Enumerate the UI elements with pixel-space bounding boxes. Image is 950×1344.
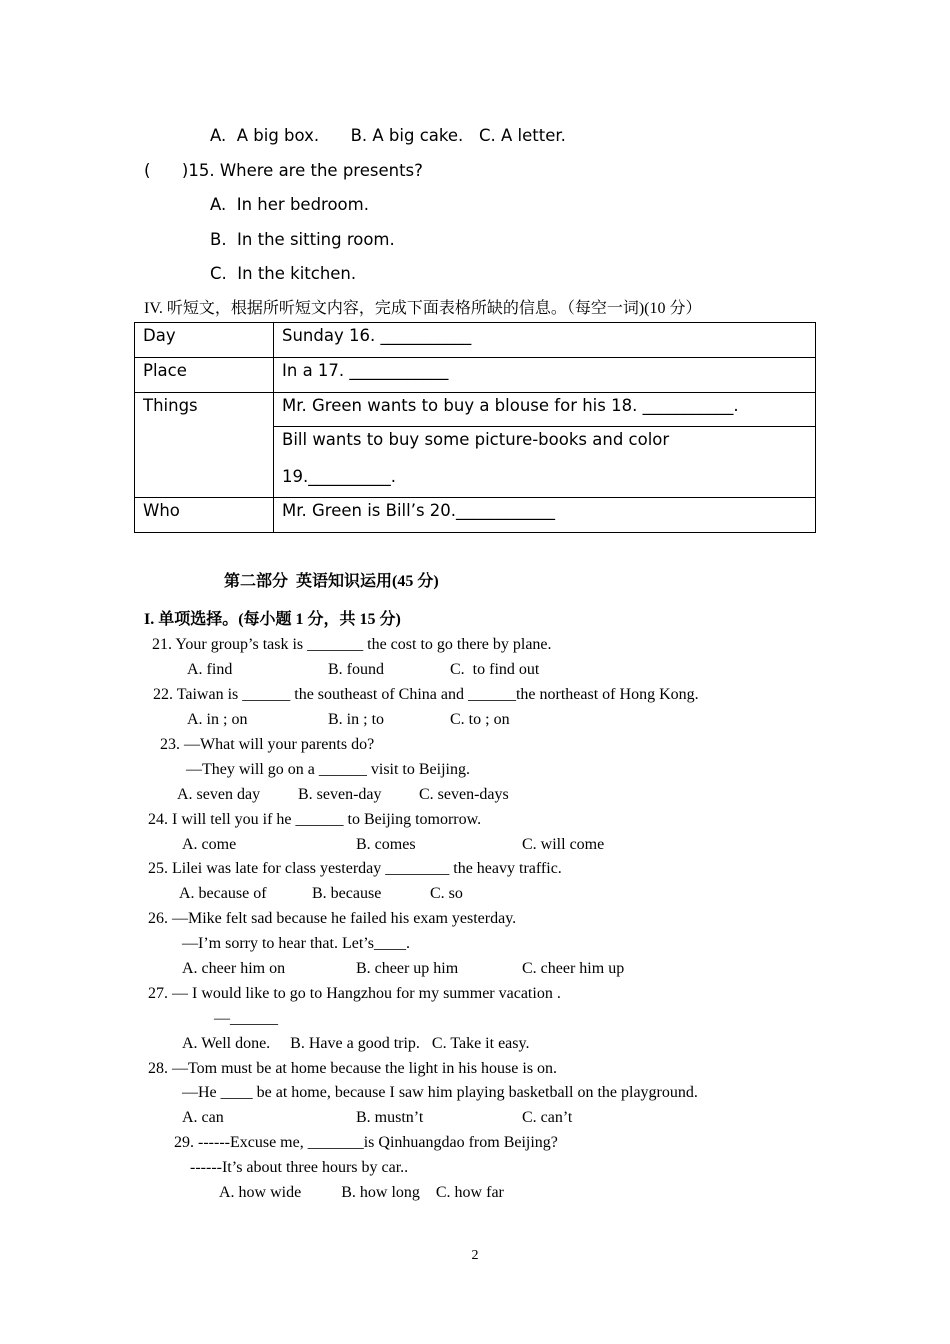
q25-option-b: B. because <box>312 885 382 902</box>
q24-option-a: A. come <box>182 836 237 853</box>
table-row <box>135 498 816 533</box>
q25-option-a: A. because of <box>179 885 267 902</box>
table-cell-value: Mr. Green wants to buy a blouse for his 18. ___________. <box>274 393 816 427</box>
section1-heading: I. 单项选择。(每小题 1 分，共 15 分) <box>144 611 401 628</box>
q27-stem: 27. — I would like to go to Hangzhou for my summer vacation . <box>148 985 561 1002</box>
q25-option-c: C. so <box>430 885 463 902</box>
q24-option-b: B. comes <box>356 836 416 853</box>
q27-reply: —______ <box>214 1010 278 1027</box>
q22-option-b: B. in ; to <box>328 711 385 728</box>
q23-reply: —They will go on a ______ visit to Beijing. <box>186 761 470 778</box>
q24-stem: 24. I will tell you if he ______ to Beijing tomorrow. <box>148 811 482 828</box>
q21-option-a: A. find <box>187 661 233 678</box>
q23-stem: 23. —What will your parents do? <box>160 736 375 753</box>
table-cell-value <box>274 427 816 498</box>
q28-reply: —He ____ be at home, because I saw him playing basketball on the playground. <box>182 1084 698 1101</box>
q28-option-b: B. mustn’t <box>356 1109 424 1126</box>
table-row <box>135 358 816 393</box>
table-cell-line: 19.__________. <box>282 467 396 486</box>
q15-option-b: B. In the sitting room. <box>210 230 395 249</box>
q22-stem: 22. Taiwan is ______ the southeast of China and ______the northeast of Hong Kong. <box>153 686 699 703</box>
q26-option-a: A. cheer him on <box>182 960 286 977</box>
table-cell-label: Who <box>135 498 274 533</box>
q25-stem: 25. Lilei was late for class yesterday ________ the heavy traffic. <box>148 860 562 877</box>
q21-stem: 21. Your group’s task is _______ the cost to go there by plane. <box>152 636 552 653</box>
q22-option-c: C. to ; on <box>450 711 510 728</box>
info-table <box>134 322 816 533</box>
q29-reply: ------It’s about three hours by car.. <box>190 1159 409 1176</box>
q28-stem: 28. —Tom must be at home because the light in his house is on. <box>148 1060 558 1077</box>
q28-option-a: A. can <box>182 1109 224 1126</box>
table-cell-value: Sunday 16. ___________ <box>274 323 816 358</box>
q22-option-a: A. in ; on <box>187 711 248 728</box>
q27-options: A. Well done. B. Have a good trip. C. Take it easy. <box>182 1035 530 1052</box>
q21-option-c: C. to find out <box>450 661 540 678</box>
table-cell-value: Mr. Green is Bill’s 20.____________ <box>274 498 816 533</box>
q26-stem: 26. —Mike felt sad because he failed his exam yesterday. <box>148 910 517 927</box>
q21-option-b: B. found <box>328 661 384 678</box>
q29-stem: 29. ------Excuse me, _______is Qinhuangdao from Beijing? <box>174 1134 558 1151</box>
table-row <box>135 323 816 358</box>
table-cell-value: In a 17. ____________ <box>274 358 816 393</box>
q15-option-c: C. In the kitchen. <box>210 264 357 283</box>
part2-title: 第二部分 英语知识运用(45 分) <box>224 573 439 590</box>
q14-options: A. A big box. B. A big cake. C. A letter. <box>210 126 566 145</box>
q26-option-b: B. cheer up him <box>356 960 459 977</box>
table-cell-label: Day <box>135 323 274 358</box>
table-row <box>135 393 816 427</box>
table-cell-label: Things <box>135 393 274 498</box>
q15-stem: ( )15. Where are the presents? <box>144 161 423 180</box>
table-cell-label: Place <box>135 358 274 393</box>
q26-reply: —I’m sorry to hear that. Let’s____. <box>182 935 410 952</box>
page-number: 2 <box>471 1248 479 1263</box>
table-cell-line: Bill wants to buy some picture-books and color <box>282 430 670 449</box>
q28-option-c: C. can’t <box>522 1109 573 1126</box>
q15-option-a: A. In her bedroom. <box>210 195 369 214</box>
q23-option-b: B. seven-day <box>298 786 382 803</box>
q24-option-c: C. will come <box>522 836 605 853</box>
q23-option-a: A. seven day <box>177 786 261 803</box>
q29-options: A. how wide B. how long C. how far <box>219 1184 504 1201</box>
q26-option-c: C. cheer him up <box>522 960 625 977</box>
section4-heading: IV. 听短文，根据所听短文内容，完成下面表格所缺的信息。（每空一词)(10 分） <box>144 300 702 317</box>
q23-option-c: C. seven-days <box>419 786 509 803</box>
